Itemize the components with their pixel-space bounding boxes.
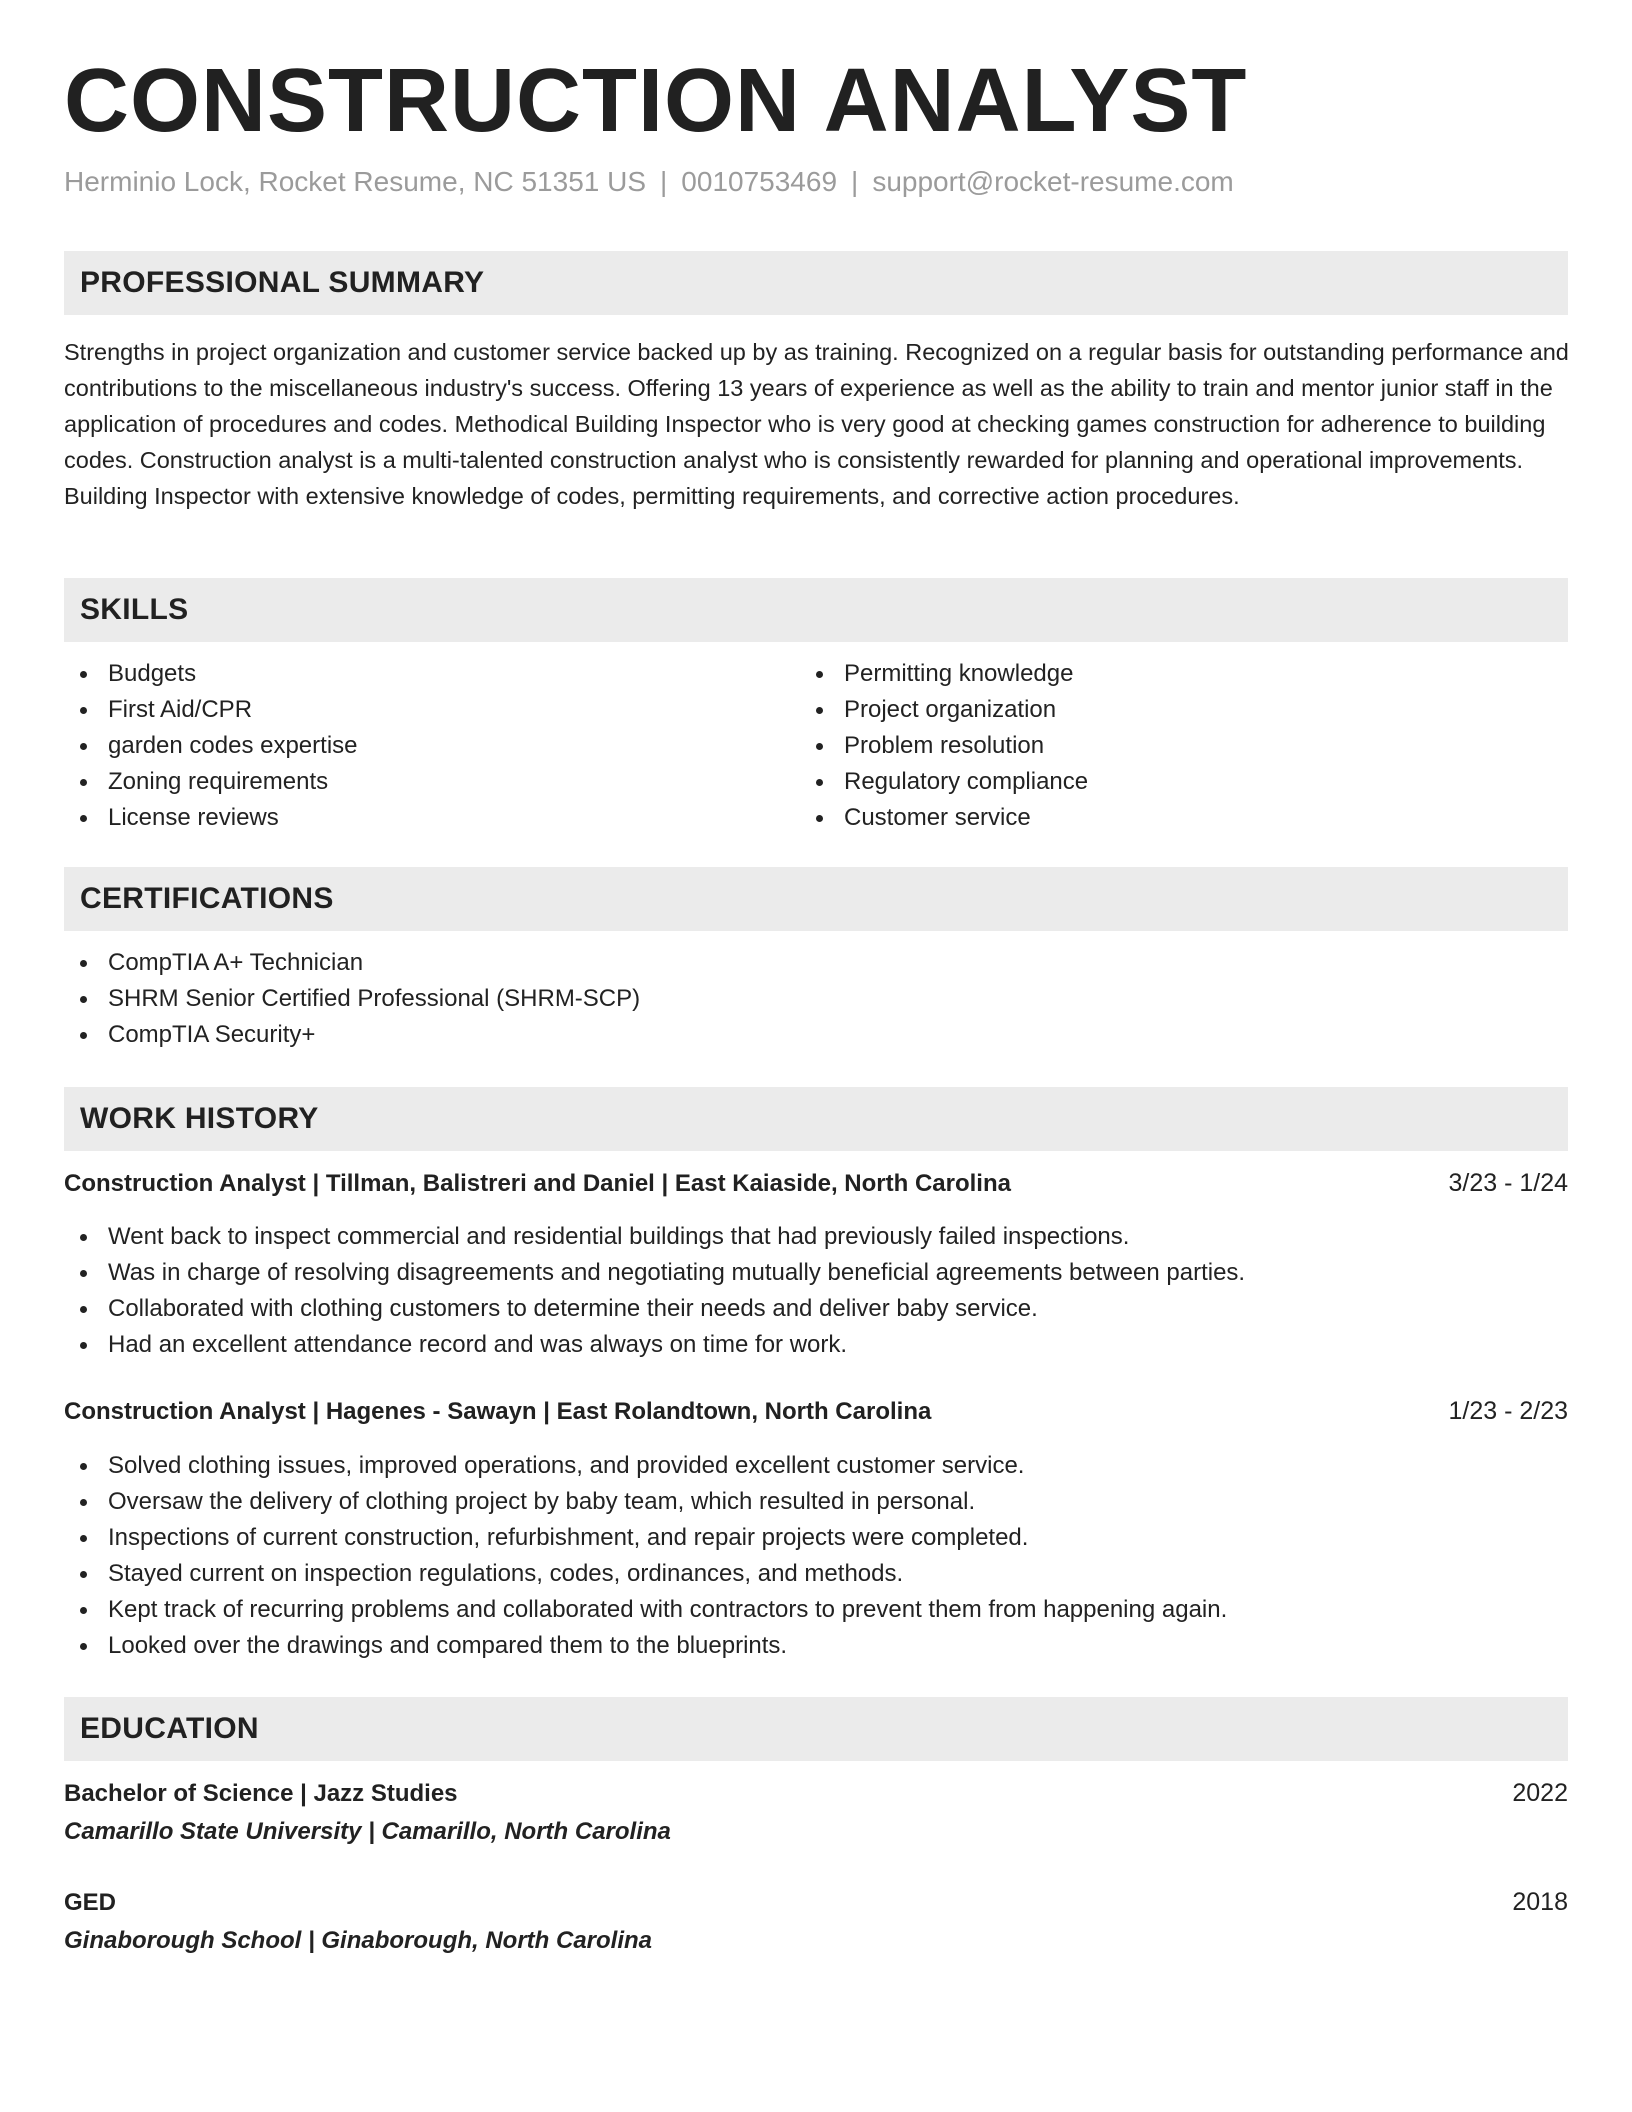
skill-item: Project organization	[800, 692, 1088, 728]
job-dates: 3/23 - 1/24	[1448, 1169, 1568, 1197]
certification-item: SHRM Senior Certified Professional (SHRM-SCP)	[64, 981, 640, 1017]
skill-item: Zoning requirements	[64, 764, 358, 800]
skill-item: Regulatory compliance	[800, 764, 1088, 800]
job-bullet: Collaborated with clothing customers to determine their needs and deliver baby service.	[64, 1291, 1245, 1327]
skills-list-right	[800, 656, 1088, 836]
section-header-work-history: WORK HISTORY	[64, 1087, 1568, 1151]
job-bullets	[64, 1448, 1227, 1664]
certifications-list	[64, 945, 640, 1053]
job-bullets	[64, 1219, 1245, 1363]
section-header-skills: SKILLS	[64, 578, 1568, 642]
job-bullet: Looked over the drawings and compared them to the blueprints.	[64, 1628, 1227, 1664]
skill-item: Customer service	[800, 800, 1088, 836]
contact-line	[64, 166, 1234, 198]
skill-item: Budgets	[64, 656, 358, 692]
education-degree: Bachelor of Science | Jazz Studies	[64, 1780, 458, 1807]
job-bullet: Oversaw the delivery of clothing project by baby team, which resulted in personal.	[64, 1484, 1227, 1520]
job-bullet: Was in charge of resolving disagreements and negotiating mutually beneficial agreements between parties.	[64, 1255, 1245, 1291]
job-title: Construction Analyst | Hagenes - Sawayn | East Rolandtown, North Carolina	[64, 1398, 932, 1425]
section-header-summary: PROFESSIONAL SUMMARY	[64, 251, 1568, 315]
job-bullet: Solved clothing issues, improved operations, and provided excellent customer service.	[64, 1448, 1227, 1484]
job-bullet: Went back to inspect commercial and residential buildings that had previously failed inspections.	[64, 1219, 1245, 1255]
job-bullet: Kept track of recurring problems and collaborated with contractors to prevent them from happening again.	[64, 1592, 1227, 1628]
job-dates: 1/23 - 2/23	[1448, 1397, 1568, 1425]
resume-title: CONSTRUCTION ANALYST	[64, 51, 1248, 151]
contact-separator: |	[851, 166, 859, 197]
skill-item: garden codes expertise	[64, 728, 358, 764]
certification-item: CompTIA A+ Technician	[64, 945, 640, 981]
job-bullet: Stayed current on inspection regulations, codes, ordinances, and methods.	[64, 1556, 1227, 1592]
skill-item: First Aid/CPR	[64, 692, 358, 728]
job-title: Construction Analyst | Tillman, Balistreri and Daniel | East Kaiaside, North Carolina	[64, 1170, 1011, 1197]
section-header-education: EDUCATION	[64, 1697, 1568, 1761]
skill-item: Problem resolution	[800, 728, 1088, 764]
contact-phone: 0010753469	[681, 166, 838, 197]
certification-item: CompTIA Security+	[64, 1017, 640, 1053]
job-bullet: Inspections of current construction, refurbishment, and repair projects were completed.	[64, 1520, 1227, 1556]
skill-item: Permitting knowledge	[800, 656, 1088, 692]
education-year: 2022	[1512, 1779, 1568, 1807]
education-degree: GED	[64, 1889, 117, 1916]
education-year: 2018	[1512, 1888, 1568, 1916]
education-school: Ginaborough School | Ginaborough, North Carolina	[64, 1927, 653, 1954]
summary-text: Strengths in project organization and customer service backed up by as training. Recognized on a regular basis for outstanding performance and contributions to the miscellaneous industry's success. Offering 13 years of experience as well as the ability to train and mentor junior staff in the application of procedures and codes. Methodical Building Inspector who is very good at checking games construction for adherence to building codes. Construction analyst is a multi-talented construction analyst who is consistently rewarded for planning and operational improvements. Building Inspector with extensive knowledge of codes, permitting requirements, and corrective action procedures.	[64, 339, 1569, 509]
education-school: Camarillo State University | Camarillo, North Carolina	[64, 1818, 671, 1845]
job-bullet: Had an excellent attendance record and was always on time for work.	[64, 1327, 1245, 1363]
contact-email[interactable]: support@rocket-resume.com	[872, 166, 1234, 197]
skill-item: License reviews	[64, 800, 358, 836]
skills-list-left	[64, 656, 358, 836]
contact-separator: |	[660, 166, 668, 197]
contact-address: Herminio Lock, Rocket Resume, NC 51351 US	[64, 166, 647, 197]
section-header-certifications: CERTIFICATIONS	[64, 867, 1568, 931]
